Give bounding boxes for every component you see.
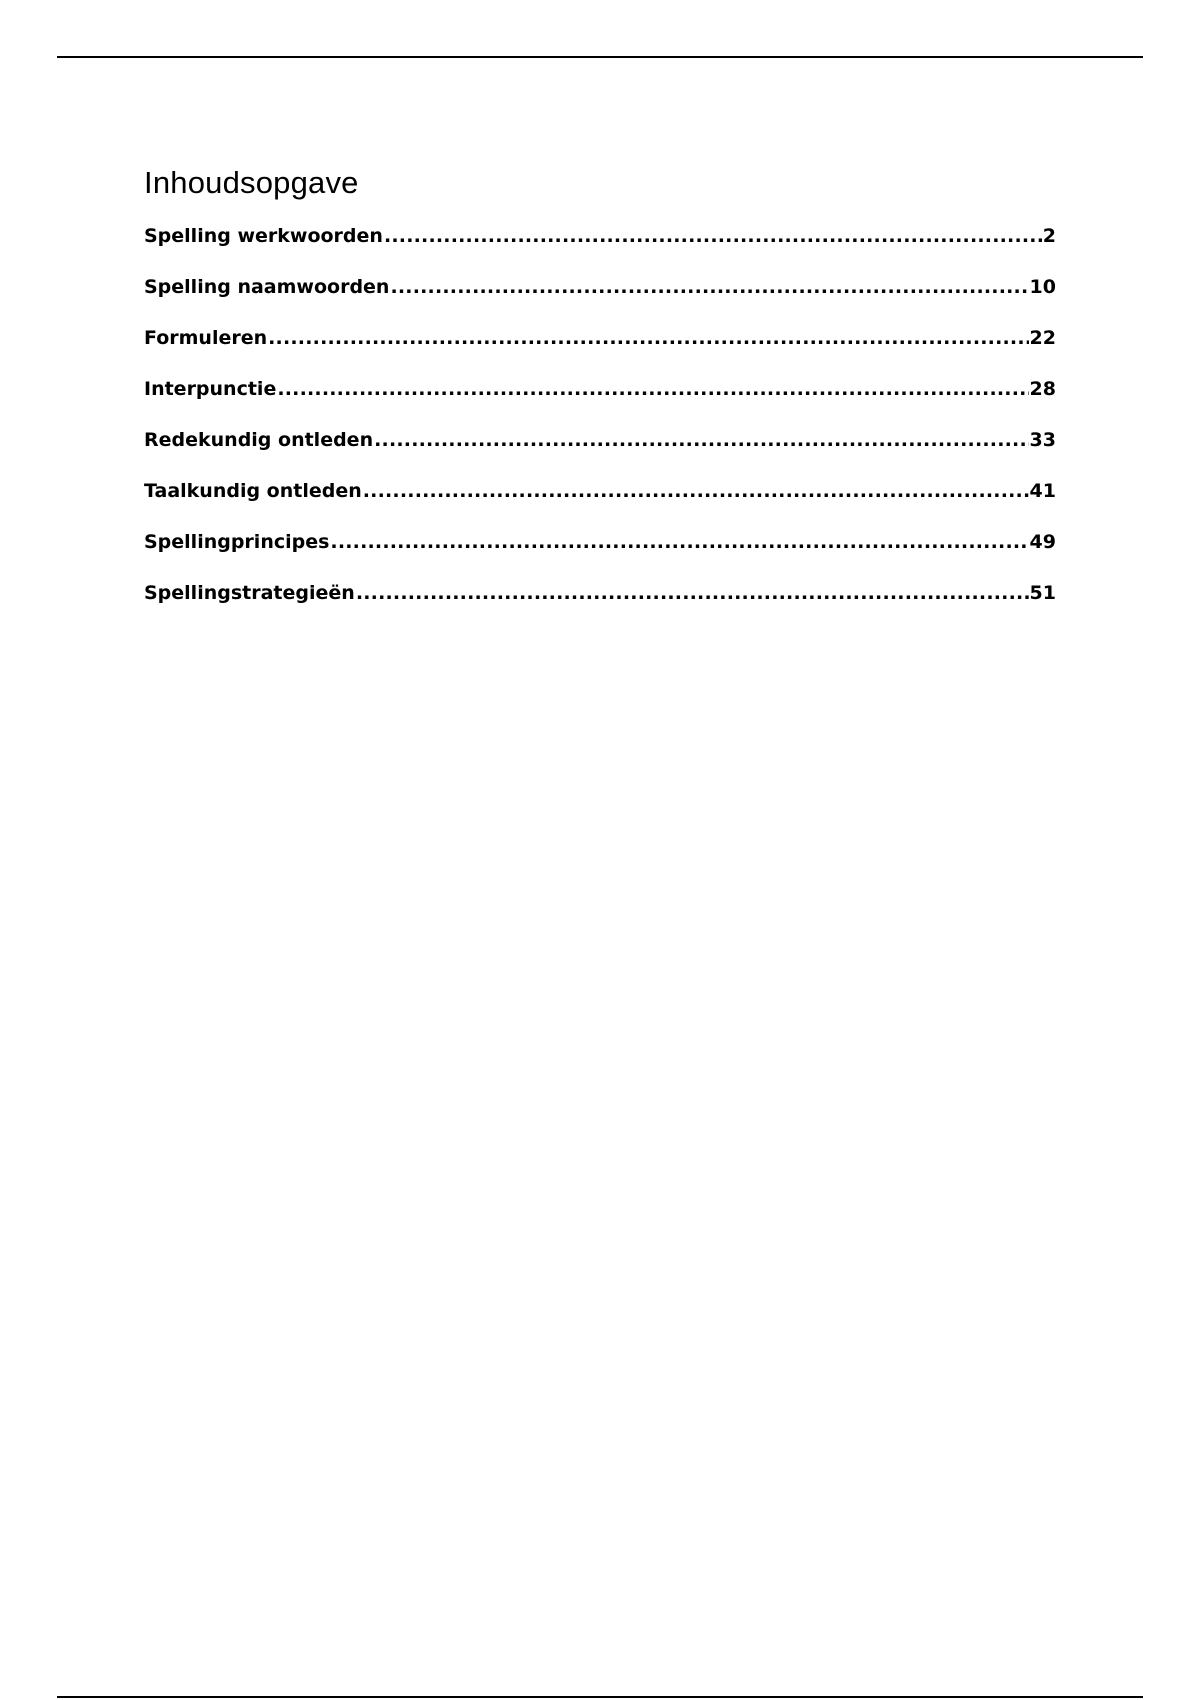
toc-entry-label: Spelling werkwoorden [144, 225, 383, 248]
toc-dot-leader [330, 531, 1028, 553]
toc-entry-formuleren[interactable] [144, 327, 1056, 378]
toc-dot-leader [384, 225, 1042, 247]
toc-entry-label: Interpunctie [144, 378, 277, 401]
footer-rule [57, 1696, 1143, 1698]
toc-entry-page: 41 [1029, 480, 1056, 503]
toc-entry-page: 33 [1029, 429, 1056, 452]
toc-entry-page: 28 [1029, 378, 1056, 401]
toc-entry-spelling-werkwoorden[interactable] [144, 225, 1056, 276]
header-rule [57, 56, 1143, 58]
toc-entry-page: 10 [1029, 276, 1056, 299]
toc-list [144, 225, 1056, 633]
toc-entry-interpunctie[interactable] [144, 378, 1056, 429]
toc-dot-leader [363, 480, 1029, 502]
toc-entry-label: Spellingstrategieën [144, 582, 355, 605]
toc-dot-leader [356, 582, 1029, 604]
toc-entry-spellingstrategieen[interactable] [144, 582, 1056, 633]
toc-entry-page: 49 [1029, 531, 1056, 554]
toc-entry-label: Spelling naamwoorden [144, 276, 390, 299]
toc-dot-leader [390, 276, 1028, 298]
toc-entry-spellingprincipes[interactable] [144, 531, 1056, 582]
toc-entry-label: Spellingprincipes [144, 531, 330, 554]
toc-entry-page: 22 [1029, 327, 1056, 350]
toc-entry-redekundig-ontleden[interactable] [144, 429, 1056, 480]
toc-entry-spelling-naamwoorden[interactable] [144, 276, 1056, 327]
toc-dot-leader [374, 429, 1028, 451]
toc-entry-label: Formuleren [144, 327, 268, 350]
table-of-contents [144, 164, 1056, 633]
toc-dot-leader [268, 327, 1028, 349]
toc-entry-label: Redekundig ontleden [144, 429, 374, 452]
toc-title: Inhoudsopgave [144, 165, 359, 200]
toc-entry-page: 51 [1029, 582, 1056, 605]
toc-entry-taalkundig-ontleden[interactable] [144, 480, 1056, 531]
toc-entry-page: 2 [1042, 225, 1056, 248]
toc-entry-label: Taalkundig ontleden [144, 480, 362, 503]
toc-dot-leader [277, 378, 1028, 400]
